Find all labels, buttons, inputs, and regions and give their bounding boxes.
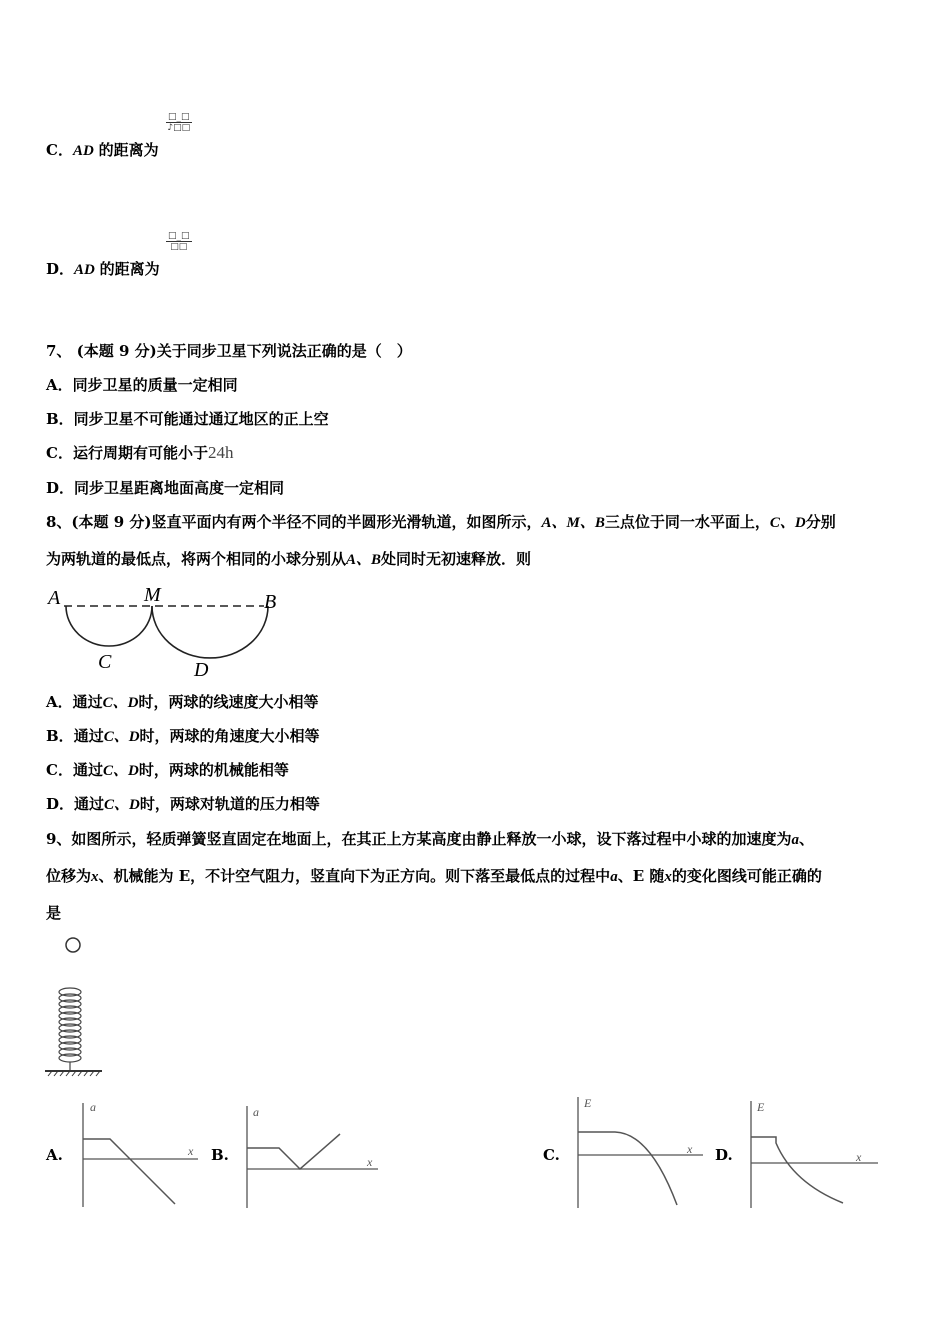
graph-d-curve	[751, 1137, 843, 1203]
stem-text: 、机械能为 E，不计空气阻力，竖直向下为正方向。则下落至最低点的过程中	[98, 867, 611, 885]
option-text: 通过	[72, 693, 103, 711]
q7-option-c	[46, 443, 233, 463]
q8-stem-line1	[46, 512, 836, 533]
q8-option-a	[46, 692, 319, 713]
math-var: x	[664, 869, 672, 885]
stem-text: 位移为	[46, 867, 92, 885]
q8-option-c	[46, 760, 289, 781]
large-semicircle-track	[152, 606, 268, 658]
option-text: C．运行周期有可能小于	[46, 444, 208, 462]
q6-option-d	[46, 259, 160, 280]
q7-option-a: A．同步卫星的质量一定相同	[46, 376, 238, 394]
semicircle-track-figure	[44, 584, 294, 684]
graph-d	[738, 1095, 883, 1210]
math-var: AD	[72, 143, 94, 159]
option-text: 时，两球对轨道的压力相等	[139, 795, 320, 813]
stem-text: 分别	[805, 513, 836, 531]
graph-c-curve	[578, 1132, 677, 1205]
option-letter: A．	[46, 693, 73, 711]
stem-text: 8、(本题 9 分)竖直平面内有两个半径不同的半圆形光滑轨道，如图所示，	[46, 513, 542, 531]
math-vars: C、D	[769, 515, 806, 531]
graph-c-y-label: E	[584, 1096, 592, 1110]
stem-text: 9、如图所示，轻质弹簧竖直固定在地面上，在其正上方某高度由静止释放一小球，设下落过程中小球的加速度为	[46, 830, 792, 848]
option-text: 通过	[73, 727, 104, 745]
option-text: 时，两球的机械能相等	[138, 761, 289, 779]
stem-text: 三点位于同一水平面上，	[604, 513, 770, 531]
fraction-d	[166, 231, 192, 252]
period-value: 24h	[207, 443, 234, 462]
option-letter: C．	[46, 761, 73, 779]
q6-option-c	[46, 140, 159, 161]
option-text: 通过	[72, 761, 103, 779]
math-vars: C、D	[103, 729, 140, 745]
graph-b-curve	[247, 1134, 340, 1169]
math-vars: A、M、B	[541, 515, 605, 531]
label-b: B	[264, 591, 277, 613]
fraction-c	[166, 112, 192, 133]
stem-text: 、	[798, 830, 814, 848]
fraction-d-denominator: □□	[170, 242, 188, 252]
label-m: M	[144, 584, 161, 606]
option-letter: C．	[46, 141, 73, 159]
graph-b	[235, 1100, 380, 1210]
option-letter: D．	[46, 795, 75, 813]
option-text: 时，两球的线速度大小相等	[138, 693, 319, 711]
q7-option-b: B．同步卫星不可能通过通辽地区的正上空	[46, 410, 329, 428]
math-vars: C、D	[102, 763, 139, 779]
option-text: 的距离为	[99, 260, 160, 278]
q8-option-d	[46, 794, 320, 815]
graph-b-x-label: x	[367, 1155, 373, 1169]
graph-d-y-label: E	[757, 1100, 765, 1114]
graph-a	[70, 1095, 200, 1210]
option-text: 通过	[74, 795, 105, 813]
graph-b-letter: B.	[211, 1146, 229, 1164]
graph-a-curve	[83, 1139, 175, 1204]
q8-stem-line2	[46, 549, 531, 570]
option-text: 时，两球的角速度大小相等	[139, 727, 320, 745]
option-letter: D．	[46, 260, 75, 278]
fraction-c-numerator: □_□	[168, 112, 190, 122]
fraction-d-numerator: □_□	[168, 231, 190, 241]
graph-a-y-label: a	[90, 1100, 96, 1114]
option-letter: B．	[46, 727, 74, 745]
math-var: x	[91, 869, 99, 885]
label-d: D	[194, 659, 209, 681]
math-var: a	[610, 869, 618, 885]
math-vars: A、B	[346, 552, 382, 568]
math-vars: C、D	[104, 797, 140, 813]
stem-text: 为两轨道的最低点，将两个相同的小球分别从	[46, 550, 347, 568]
math-var: AD	[74, 262, 95, 278]
stem-text: 的变化图线可能正确的	[671, 867, 822, 885]
small-semicircle-track	[66, 606, 152, 646]
graph-c-x-label: x	[687, 1142, 693, 1156]
label-a: A	[48, 587, 61, 609]
q9-stem-line2	[46, 866, 822, 887]
graph-c	[565, 1093, 705, 1210]
option-text: 的距离为	[98, 141, 159, 159]
q7-option-d: D．同步卫星距离地面高度一定相同	[46, 479, 285, 497]
graph-b-y-label: a	[253, 1105, 259, 1119]
q8-option-b	[46, 726, 320, 747]
stem-text: 、E 随	[617, 867, 665, 885]
math-vars: C、D	[102, 695, 139, 711]
ball-icon	[66, 938, 80, 952]
q9-stem-line3: 是	[46, 904, 62, 922]
graph-c-letter: C.	[543, 1146, 560, 1164]
q7-stem: 7、 (本题 9 分)关于同步卫星下列说法正确的是（ ）	[46, 342, 412, 360]
graph-a-x-label: x	[188, 1144, 194, 1158]
graph-a-letter: A.	[46, 1146, 63, 1164]
spring-ball-figure	[40, 930, 110, 1080]
q9-stem-line1	[46, 829, 814, 850]
stem-text: 处同时无初速释放．则	[381, 550, 532, 568]
graph-d-letter: D.	[715, 1146, 733, 1164]
math-var: a	[791, 832, 799, 848]
spring-icon	[59, 988, 81, 1070]
graph-d-x-label: x	[856, 1150, 862, 1164]
label-c: C	[98, 651, 112, 673]
fraction-c-denominator: ♪□□	[167, 123, 191, 133]
